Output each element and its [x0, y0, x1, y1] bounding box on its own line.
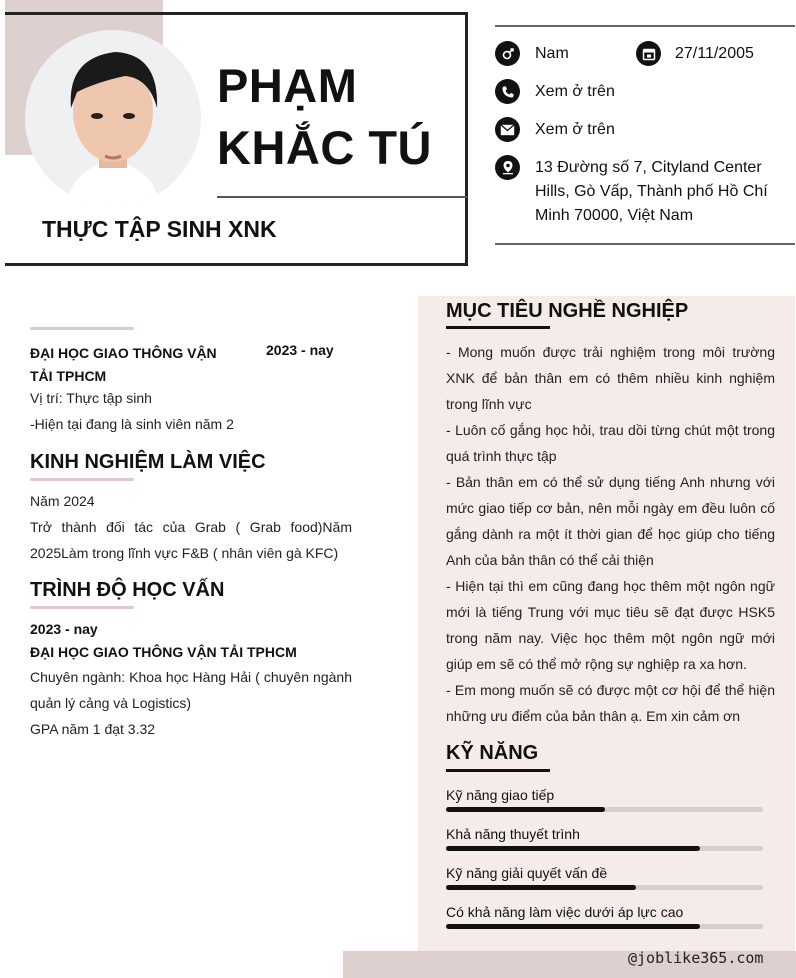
- address-value: 13 Đường số 7, Cityland Center Hills, Gò Vấp, Thành phố Hồ Chí Minh 70000, Việt Nam: [535, 159, 768, 224]
- candidate-name: [217, 55, 462, 179]
- top-school-name: ĐẠI HỌC GIAO THÔNG VẬN TẢI TPHCM: [30, 345, 217, 384]
- contact-bottom-rule: [495, 243, 795, 245]
- section-accent-bar: [30, 327, 134, 330]
- objective-paragraph: - Em mong muốn sẽ có được một cơ hội để thể hiện những ưu điểm của bản thân ạ. Em xin cảm ơn: [446, 682, 775, 724]
- birthday-value: 27/11/2005: [675, 45, 754, 62]
- mail-icon: [495, 117, 520, 142]
- education-school: ĐẠI HỌC GIAO THÔNG VẬN TẢI TPHCM: [30, 644, 297, 660]
- skill-fill: [446, 846, 700, 851]
- education-gpa: GPA năm 1 đạt 3.32: [30, 721, 156, 737]
- email-value: Xem ở trên: [535, 121, 615, 138]
- skills-title: KỸ NĂNG: [446, 742, 539, 764]
- skill-fill: [446, 807, 605, 812]
- skill-label: Kỹ năng giải quyết vấn đề: [446, 865, 608, 881]
- skill-label: Có khả năng làm việc dưới áp lực cao: [446, 904, 684, 920]
- skill-label: Kỹ năng giao tiếp: [446, 787, 555, 803]
- objective-paragraph: - Hiện tại thì em cũng đang học thêm một ngôn ngữ mới là tiếng Trung với mục tiêu sẽ đạt được HSK5 trong năm nay. Việc học thêm một ngôn ngữ mới giúp em sẽ có thể mở rộng sự nghiệp ra xa hơn.: [446, 578, 775, 672]
- top-school-period: 2023 - nay: [266, 342, 334, 358]
- location-icon: [495, 155, 520, 180]
- education-period: 2023 - nay: [30, 621, 98, 637]
- calendar-icon: [636, 41, 661, 66]
- watermark: @joblike365.com: [628, 949, 764, 967]
- objective-body: [446, 339, 775, 729]
- phone-value: Xem ở trên: [535, 83, 615, 100]
- phone-icon: [495, 79, 520, 104]
- skill-track: [446, 807, 763, 812]
- skill-track: [446, 924, 763, 929]
- objective-paragraph: - Luôn cố gắng học hỏi, trau dồi từng chút một trong quá trình thực tập: [446, 422, 775, 464]
- avatar: [25, 30, 201, 206]
- experience-title: KINH NGHIỆM LÀM VIỆC: [30, 451, 266, 473]
- skills-title-bar: [446, 769, 550, 772]
- gender-icon: [495, 41, 520, 66]
- skill-label: Khả năng thuyết trình: [446, 826, 580, 842]
- skill-fill: [446, 885, 636, 890]
- skill-fill: [446, 924, 700, 929]
- objective-paragraph: - Mong muốn được trải nghiệm trong môi trường XNK để bản thân em có thêm nhiều kinh nghiệm trong lĩnh vực: [446, 344, 775, 412]
- job-title: THỰC TẬP SINH XNK: [42, 216, 277, 242]
- objective-title-bar: [446, 326, 550, 329]
- education-title: TRÌNH ĐỘ HỌC VẤN: [30, 579, 225, 601]
- gender-value: Nam: [535, 45, 569, 62]
- name-line-1: PHẠM: [217, 59, 358, 112]
- contact-top-rule: [495, 25, 795, 27]
- experience-title-bar: [30, 478, 134, 481]
- position-text: Vị trí: Thực tập sinh: [30, 390, 152, 406]
- education-title-bar: [30, 606, 134, 609]
- status-note: -Hiện tại đang là sinh viên năm 2: [30, 416, 234, 432]
- objective-title: MỤC TIÊU NGHỀ NGHIỆP: [446, 300, 689, 322]
- name-line-2: KHẮC TÚ: [217, 121, 432, 174]
- experience-year: Năm 2024: [30, 493, 95, 509]
- name-divider: [217, 196, 467, 198]
- objective-paragraph: - Bản thân em có thể sử dụng tiếng Anh nhưng với mức giao tiếp cơ bản, nên mỗi ngày em đều luôn cố gắng dành ra một ít thời gian để học giúp cho tiếng Anh của bản thân có thể cải thiện: [446, 474, 775, 568]
- skill-track: [446, 846, 763, 851]
- education-major: Chuyên ngành: Khoa học Hàng Hải ( chuyên ngành quản lý cảng và Logistics): [30, 669, 352, 711]
- experience-description: Trở thành đối tác của Grab ( Grab food)Năm 2025Làm trong lĩnh vực F&B ( nhân viên gà KFC): [30, 519, 352, 561]
- skill-track: [446, 885, 763, 890]
